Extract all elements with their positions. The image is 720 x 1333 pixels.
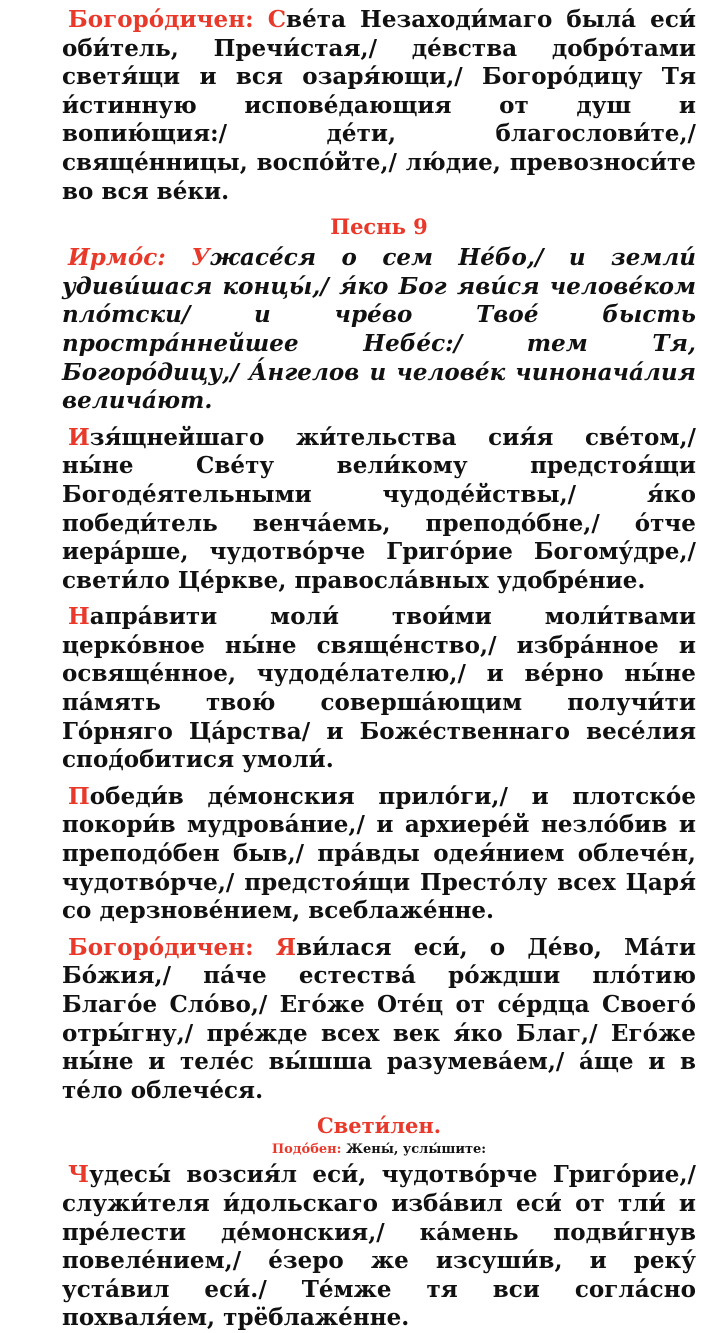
drop-initial: Я	[275, 933, 297, 961]
prayer-text: апра́вити моли́ твои́ми моли́твами церко́вное ны́не свяще́нство,/ избра́нное и освяще́нное, чудоде́лателю,/ и ве́рно ны́не па́мять твою́ соверша́ющим получи́ти Го́рняго Ца́рства/ и Боже́ственнаго весе́лия спод́обитися умоли́.	[62, 603, 696, 774]
troparion-1	[62, 424, 696, 596]
podoben-melody: Жены́, услы́шите:	[345, 1142, 487, 1158]
drop-initial: Н	[68, 603, 90, 631]
exapostilarion	[62, 1161, 696, 1333]
irmos	[62, 244, 696, 416]
prayer-text: ви́лася еси́, о Де́во, Ма́ти Бо́жия,/ па́че естества́ ро́ждши пло́тию Благо́е Сло́во,/ Его́же Оте́ц от се́рдца Своего́ отры́гну,/ пре́жде всех век я́ко Благ,/ Его́же ны́не и теле́с вы́шша разумева́ем,/ а́ще и в те́ло облече́ся.	[62, 933, 697, 1104]
exapostilarion-heading: Свети́лен.	[316, 1113, 442, 1139]
irmos-text: жасе́ся о сем Не́бо,/ и земли́ удиви́шася концы́,/ я́ко Бог яви́ся челове́ком пло́тски/ и чре́во Твое́ бысть простра́ннейшее Небе́с:/ тем Тя, Богоро́дицу,/ А́нгелов и челове́к чинонача́лия велича́ют.	[62, 244, 697, 415]
podoben-line	[62, 1141, 696, 1159]
prayer-text: ве́та Незаходи́маго была́ еси́ оби́тель, Пречи́стая,/ де́вства добро́тами светя́щи и вся озаря́ющи,/ Богоро́дицу Тя и́стинную испове́дающия от душ и вопию́щия:/ де́ти, благослови́те,/ свяще́нницы, воспо́йте,/ лю́дие, превозноси́те во вся ве́ки.	[62, 6, 696, 205]
irmos-label: Ирмо́с:	[68, 244, 166, 272]
drop-initial: П	[68, 782, 90, 810]
drop-initial: Ч	[68, 1161, 90, 1189]
drop-initial: У	[191, 244, 210, 272]
theotokion-1	[62, 6, 696, 206]
theotokion-2	[62, 934, 696, 1106]
prayer-text: удесы́ возсия́л еси́, чудотво́рче Григо́рие,/ служи́теля и́дольскаго изба́вил еси́ от тли́ и пре́лести де́монския,/ ка́мень подви́гнув повеле́нием,/ е́зеро же изсуши́в, и реку́ уста́вил еси́./ Те́мже тя вси согла́сно похваля́ем, трёблаже́нне.	[62, 1161, 696, 1332]
drop-initial: И	[68, 423, 90, 451]
prayer-text: обеди́в де́монския прило́ги,/ и плотско́е покори́в мудрова́ние,/ и архиере́й незло́бив и преподо́бен быв,/ пра́вды одея́нием облече́н, чудотво́рче,/ предстоя́щи Престо́лу всех Царя́ со дерзнове́нием, всеблаже́нне.	[62, 782, 696, 925]
troparion-3	[62, 783, 696, 926]
drop-initial: С	[267, 6, 287, 33]
prayer-text: зя́щнейшаго жи́тельства сия́я све́том,/ ны́не Све́ту вели́кому предстоя́щи Богоде́ятельными чудоде́йствы,/ я́ко победи́тель венча́емь, преподо́бне,/ о́тче иера́рше, чудотво́рче Григо́рие Богому́дре,/ свети́ло Це́ркве, правосла́вных удобре́ние.	[62, 423, 696, 594]
theotokion-label: Богоро́дичен:	[68, 933, 254, 961]
theotokion-label: Богоро́дичен:	[68, 6, 254, 33]
ode-9-heading: Песнь 9	[330, 214, 428, 240]
podoben-label: Подо́бен:	[271, 1142, 342, 1158]
troparion-2	[62, 603, 696, 775]
